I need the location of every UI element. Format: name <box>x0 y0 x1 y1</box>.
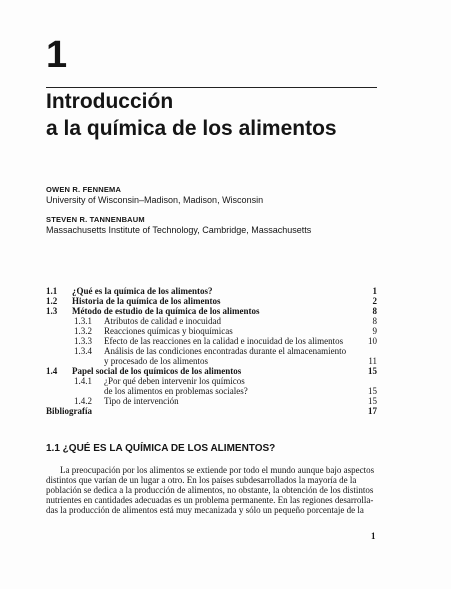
toc-number: 1.3.4 <box>74 346 92 356</box>
body-line: distintos que varían de un lugar a otro. En los países subdesarrollados la mayoría de la <box>46 475 357 485</box>
author-name-1: OWEN R. FENNEMA <box>46 185 122 194</box>
toc-number: 1.3 <box>46 306 58 316</box>
body-line: La preocupación por los alimentos se extiende por todo el mundo aunque bajo aspectos <box>60 465 375 475</box>
toc-text: Historia de la química de los alimentos <box>72 296 221 306</box>
toc-page: 10 <box>368 336 377 346</box>
toc-text: Método de estudio de la química de los alimentos <box>72 306 260 316</box>
toc-page: 17 <box>368 406 377 416</box>
toc-number: 1.3.2 <box>74 326 92 336</box>
toc-text: ¿Qué es la química de los alimentos? <box>72 286 213 296</box>
toc-text: Tipo de intervención <box>104 396 179 406</box>
toc-number: 1.4.1 <box>74 376 92 386</box>
toc-number: 1.2 <box>46 296 58 306</box>
toc-text: Bibliografía <box>46 406 93 416</box>
toc-text: Análisis de las condiciones encontradas durante el almacenamiento <box>104 346 347 356</box>
body-line: nutrientes en cantidades adecuadas es un problema permanente. En las regiones desarrolla- <box>46 495 374 505</box>
toc-number: 1.4 <box>46 366 58 376</box>
toc-page: 11 <box>368 356 377 366</box>
toc-text: Reacciones químicas y bioquímicas <box>104 326 233 336</box>
chapter-title-line-1: Introducción <box>46 90 174 113</box>
toc-page: 2 <box>372 296 377 306</box>
toc-number: 1.4.2 <box>74 396 92 406</box>
toc-page: 15 <box>368 366 377 376</box>
author-affiliation-1: University of Wisconsin–Madison, Madison, Wisconsin <box>46 195 264 205</box>
chapter-number: 1 <box>46 34 68 76</box>
body-paragraph <box>46 465 377 515</box>
chapter-title-line-2: a la química de los alimentos <box>46 117 337 140</box>
toc-text: Atributos de calidad e inocuidad <box>104 316 221 326</box>
toc-text: Efecto de las reacciones en la calidad e inocuidad de los alimentos <box>104 336 344 346</box>
author-affiliation-2: Massachusetts Institute of Technology, Cambridge, Massachusetts <box>46 225 312 235</box>
toc-text-continued: de los alimentos en problemas sociales? <box>104 386 248 396</box>
toc-page: 8 <box>372 316 377 326</box>
body-line: población se dedica a la producción de alimentos, no obstante, la obtención de los distintos <box>46 485 374 495</box>
toc-number: 1.1 <box>46 286 58 296</box>
toc-page: 15 <box>368 396 377 406</box>
toc-text-continued: y procesado de los alimentos <box>104 356 208 366</box>
toc-page: 1 <box>372 286 377 296</box>
toc-page: 15 <box>368 386 377 396</box>
toc-page: 8 <box>372 306 377 316</box>
toc-number: 1.3.1 <box>74 316 92 326</box>
title-rule <box>46 87 377 88</box>
toc-number: 1.3.3 <box>74 336 92 346</box>
page-number: 1 <box>371 531 376 541</box>
toc-page: 9 <box>372 326 377 336</box>
section-heading: 1.1 ¿QUÉ ES LA QUÍMICA DE LOS ALIMENTOS? <box>46 443 276 454</box>
author-name-2: STEVEN R. TANNENBAUM <box>46 215 145 224</box>
body-line: das la producción de alimentos está muy mecanizada y sólo un pequeño porcentaje de la <box>46 505 364 515</box>
toc-text: Papel social de los químicos de los alimentos <box>72 366 242 376</box>
toc-text: ¿Por qué deben intervenir los químicos <box>104 376 245 386</box>
